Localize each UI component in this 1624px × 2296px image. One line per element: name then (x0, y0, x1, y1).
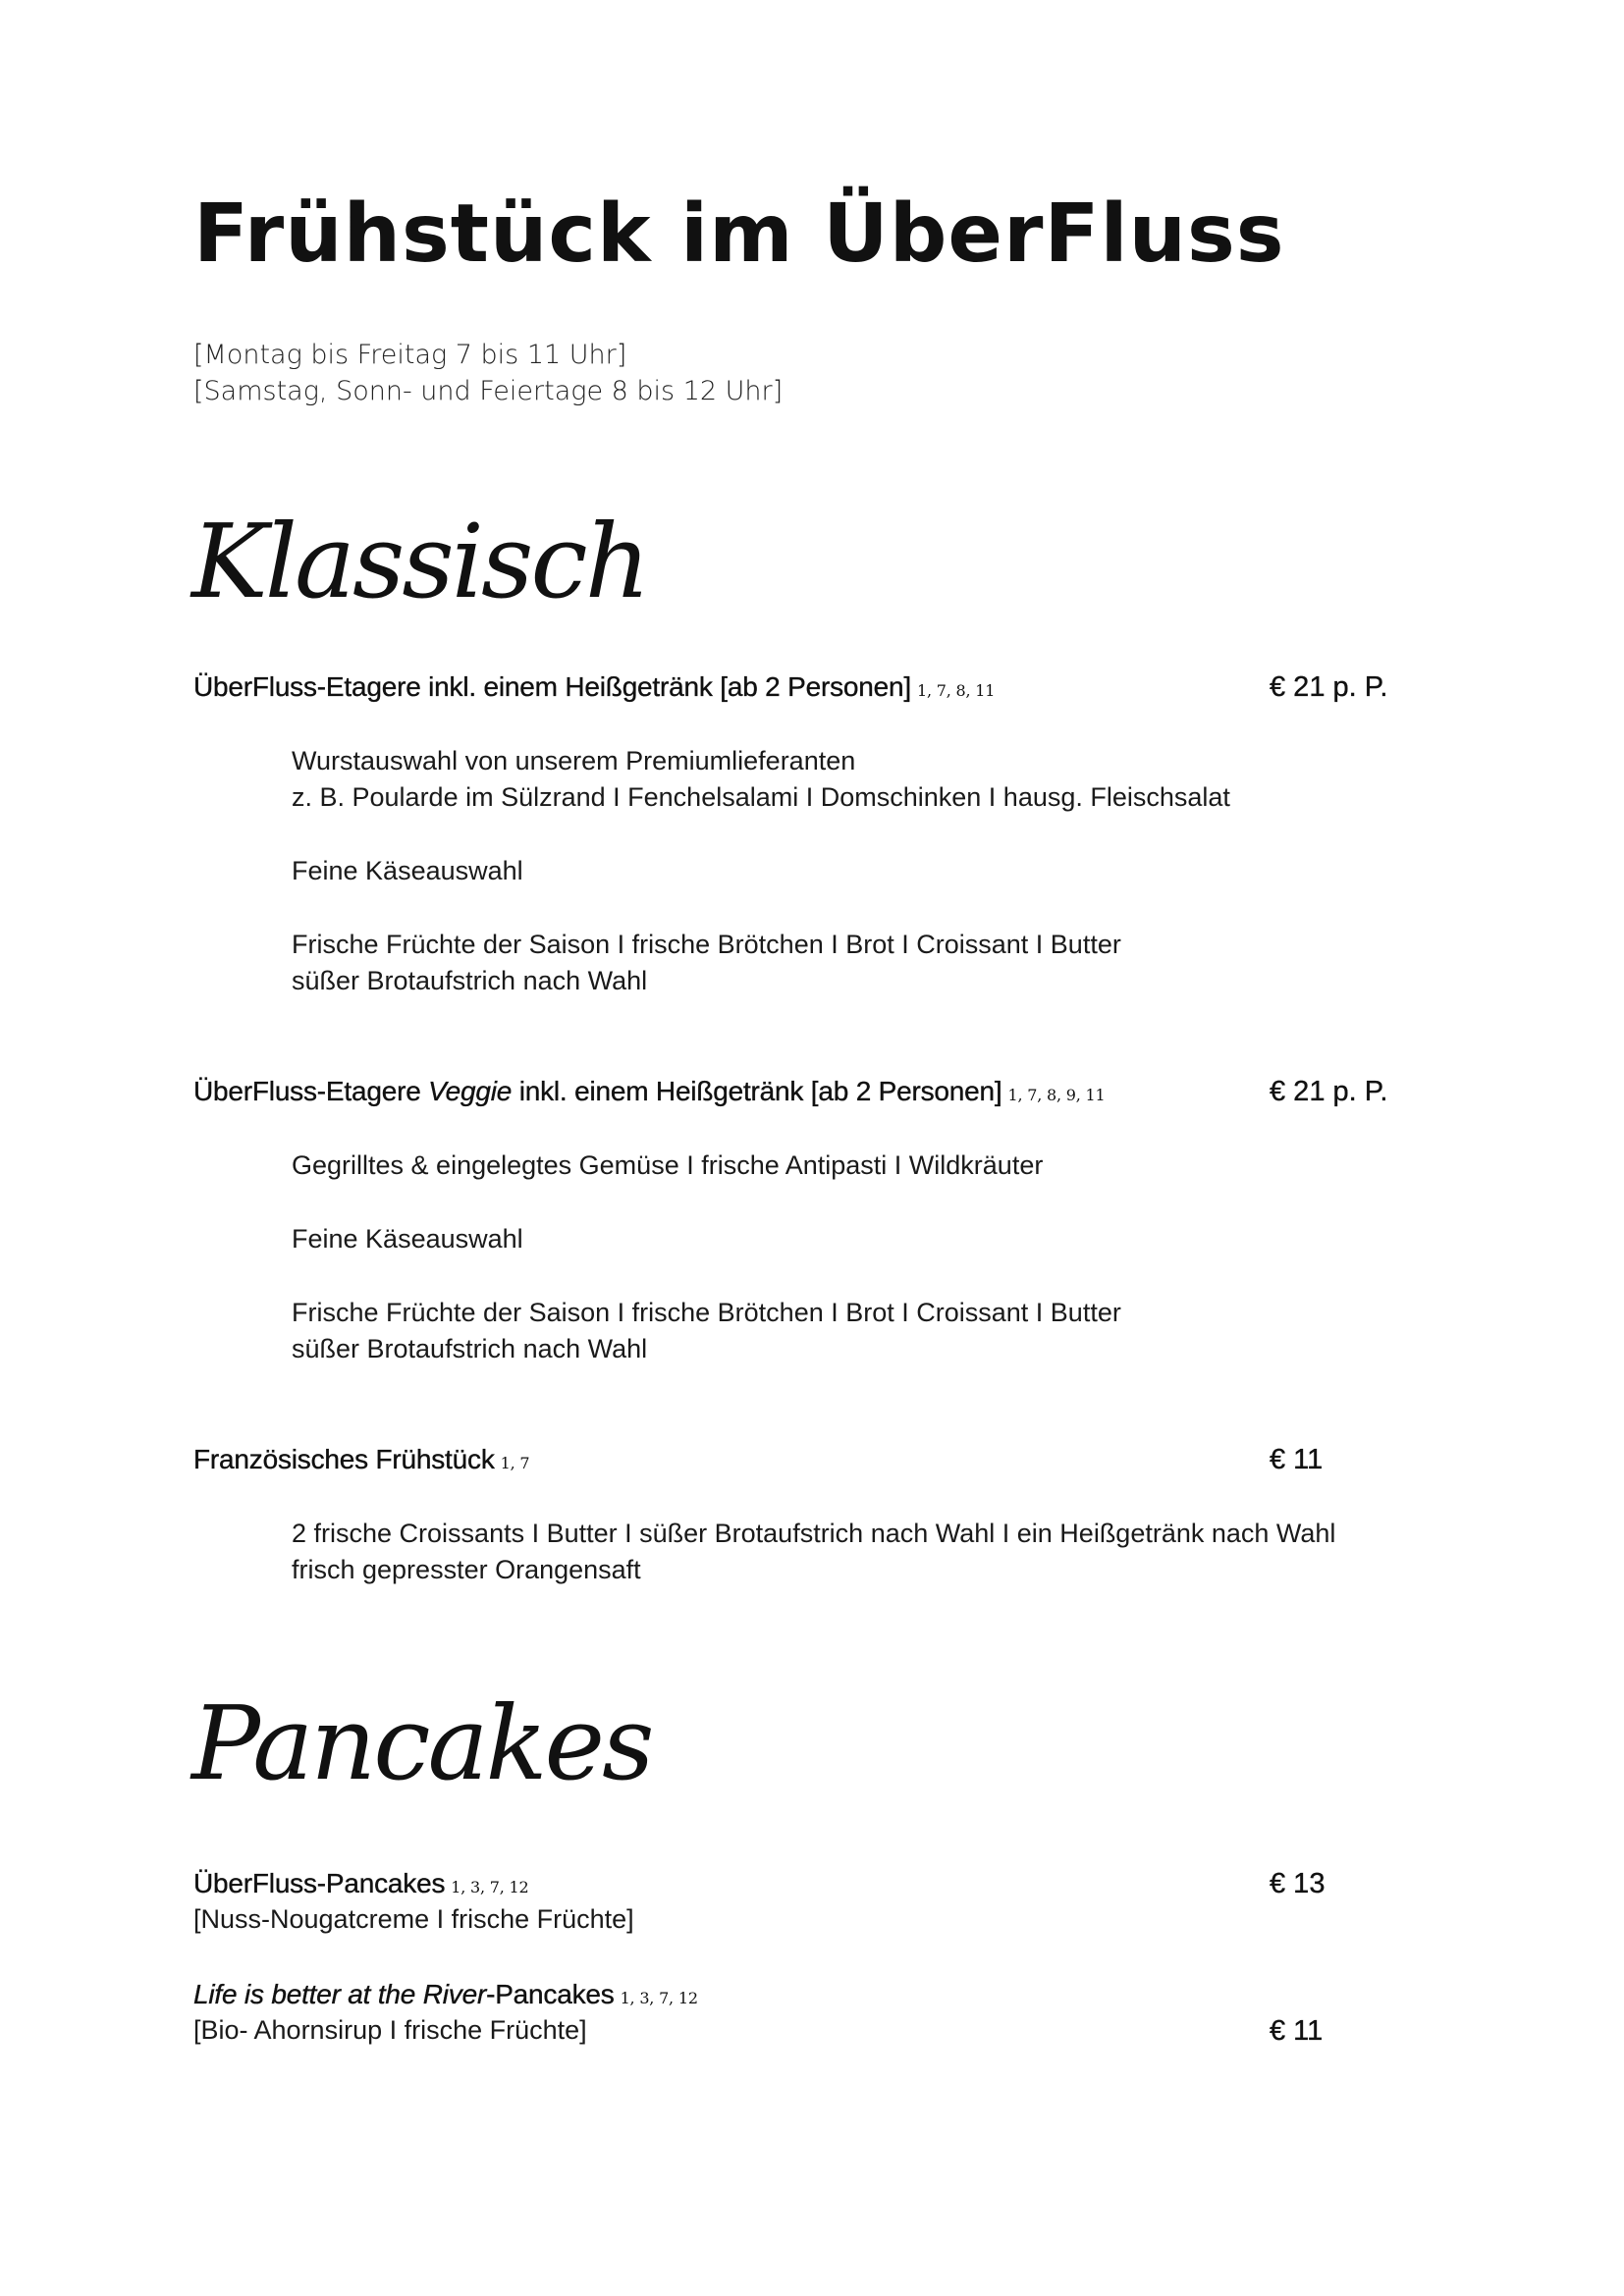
menu-item-description: Feine Käseauswahl (292, 1224, 523, 1254)
menu-item-name: ÜberFluss-Etagere (193, 1076, 429, 1106)
menu-item-description: süßer Brotaufstrich nach Wahl (292, 966, 648, 995)
menu-item-description: 2 frische Croissants I Butter I süßer Brotaufstrich nach Wahl I ein Heißgetränk nach Wahl (292, 1519, 1336, 1548)
section-heading-klassisch: Klassisch (191, 502, 648, 621)
allergen-codes: 1, 3, 7, 12 (620, 1989, 698, 2007)
menu-item-name: Französisches Frühstück (193, 1444, 495, 1474)
menu-item-description: Frische Früchte der Saison I frische Brötchen I Brot I Croissant I Butter (292, 930, 1121, 959)
menu-item-name: ÜberFluss-Pancakes (193, 1868, 446, 1898)
menu-item-etagere-veggie (193, 1078, 1105, 1105)
menu-item-description: [Nuss-Nougatcreme I frische Früchte] (193, 1904, 634, 1934)
menu-item-price: € 21 p. P. (1270, 1076, 1388, 1107)
menu-item-description: Gegrilltes & eingelegtes Gemüse I frische Antipasti I Wildkräuter (292, 1150, 1044, 1180)
opening-hours-weekdays: [Montag bis Freitag 7 bis 11 Uhr] (193, 340, 627, 370)
menu-item-price: € 11 (1270, 1444, 1324, 1475)
menu-item-river-pancakes (193, 1981, 698, 2008)
menu-item-description: z. B. Poularde im Sülzrand I Fenchelsalami I Domschinken I hausg. Fleischsalat (292, 782, 1230, 812)
menu-item-name: -Pancakes (486, 1979, 615, 2009)
section-heading-pancakes: Pancakes (191, 1683, 652, 1803)
allergen-codes: 1, 7 (500, 1454, 530, 1472)
menu-item-description: Frische Früchte der Saison I frische Brötchen I Brot I Croissant I Butter (292, 1298, 1121, 1327)
menu-item-description: süßer Brotaufstrich nach Wahl (292, 1334, 648, 1363)
menu-item-description: frisch gepresster Orangensaft (292, 1555, 641, 1584)
menu-item-etagere (193, 673, 995, 701)
menu-item-description: Wurstauswahl von unserem Premiumlieferanten (292, 746, 856, 775)
menu-item-name-italic: Life is better at the River (193, 1979, 487, 2009)
menu-item-price: € 13 (1270, 1868, 1326, 1899)
allergen-codes: 1, 3, 7, 12 (451, 1878, 529, 1896)
menu-item-price: € 21 p. P. (1270, 671, 1388, 703)
allergen-codes: 1, 7, 8, 11 (916, 681, 996, 700)
allergen-codes: 1, 7, 8, 9, 11 (1007, 1086, 1106, 1104)
menu-item-name: ÜberFluss-Etagere inkl. einem Heißgetränk [ab 2 Personen] (193, 671, 911, 702)
menu-item-description: [Bio- Ahornsirup I frische Früchte] (193, 2015, 587, 2045)
menu-item-franzoesisch (193, 1446, 529, 1473)
menu-item-name-italic: Veggie (428, 1076, 513, 1106)
menu-item-pancakes (193, 1870, 529, 1897)
menu-item-name: inkl. einem Heißgetränk [ab 2 Personen] (512, 1076, 1002, 1106)
opening-hours-weekend: [Samstag, Sonn- und Feiertage 8 bis 12 Uhr] (193, 376, 784, 406)
menu-item-description: Feine Käseauswahl (292, 856, 523, 885)
page-title: Frühstück im ÜberFluss (193, 187, 1285, 281)
menu-item-price: € 11 (1270, 2015, 1324, 2047)
